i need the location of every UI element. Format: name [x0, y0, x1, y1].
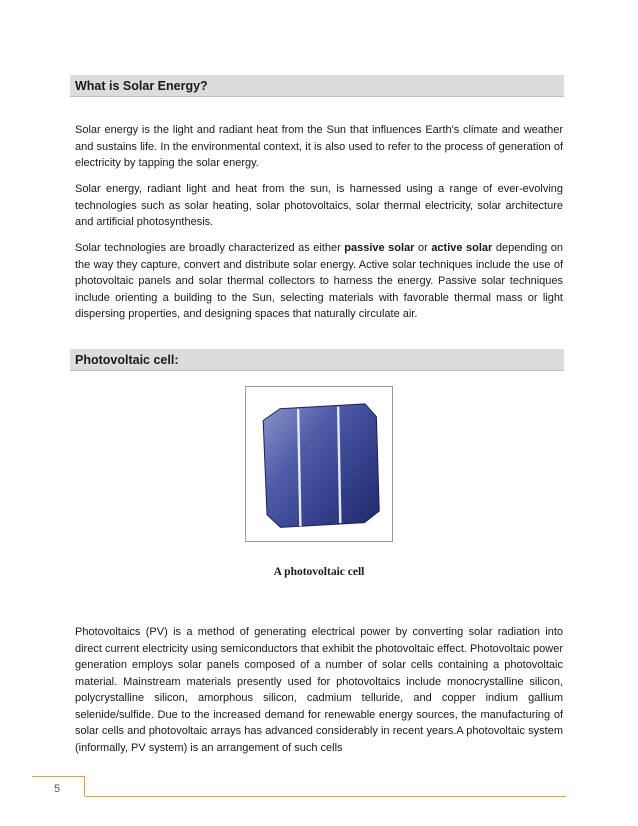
solar-cell-image [246, 387, 392, 541]
text-span: depending on the way they capture, convert and distribute solar energy. Active solar techniques include the use of photovoltaic panels and solar thermal collectors to harness the energy. Passive solar techniques include orienting a building to the Sun, selecting materials with favorable thermal mass or light dispersing properties, and designing spaces that naturally circulate air. [75, 242, 564, 320]
section-heading-photovoltaic-cell: Photovoltaic cell: [70, 349, 564, 371]
paragraph-solar-definition: Solar energy is the light and radiant heat from the Sun that influences Earth's climate and weather and sustains life. In the environmental context, it is also used to refer to the process of generation of electricity by tapping the solar energy. [75, 124, 563, 169]
page-number: 5 [32, 776, 85, 796]
paragraph-passive-active [75, 240, 563, 323]
paragraph-photovoltaics: Photovoltaics (PV) is a method of generating electrical power by converting solar radiation into direct current electricity using semiconductors that exhibit the photovoltaic effect. Photovoltaic power generation employs solar panels composed of a number of solar cells containing a photovoltaic material. Mainstream materials presently used for photovoltaics include monocrystalline silicon, polycrystalline silicon, amorphous silicon, cadmium telluride, and copper indium gallium selenide/sulfide. Due to the increased demand for renewable energy sources, the manufacturing of solar cells and photovoltaic arrays has advanced considerably in recent years.A photovoltaic system (informally, PV system) is an arrangement of such cells [75, 626, 563, 754]
figure-caption: A photovoltaic cell [273, 566, 365, 578]
text-span: or [414, 242, 432, 254]
text-span: Solar technologies are broadly characterized as either [75, 242, 345, 254]
photovoltaic-cell-figure [245, 386, 393, 542]
footer-rule [85, 796, 566, 797]
bold-term-passive-solar: passive solar [344, 242, 415, 254]
paragraph-solar-technologies: Solar energy, radiant light and heat from the sun, is harnessed using a range of ever-evolving technologies such as solar heating, solar photovoltaics, solar thermal electricity, solar architecture and artificial photosynthesis. [75, 183, 563, 228]
section-heading-solar-energy: What is Solar Energy? [70, 75, 564, 97]
bold-term-active-solar: active solar [431, 242, 493, 254]
